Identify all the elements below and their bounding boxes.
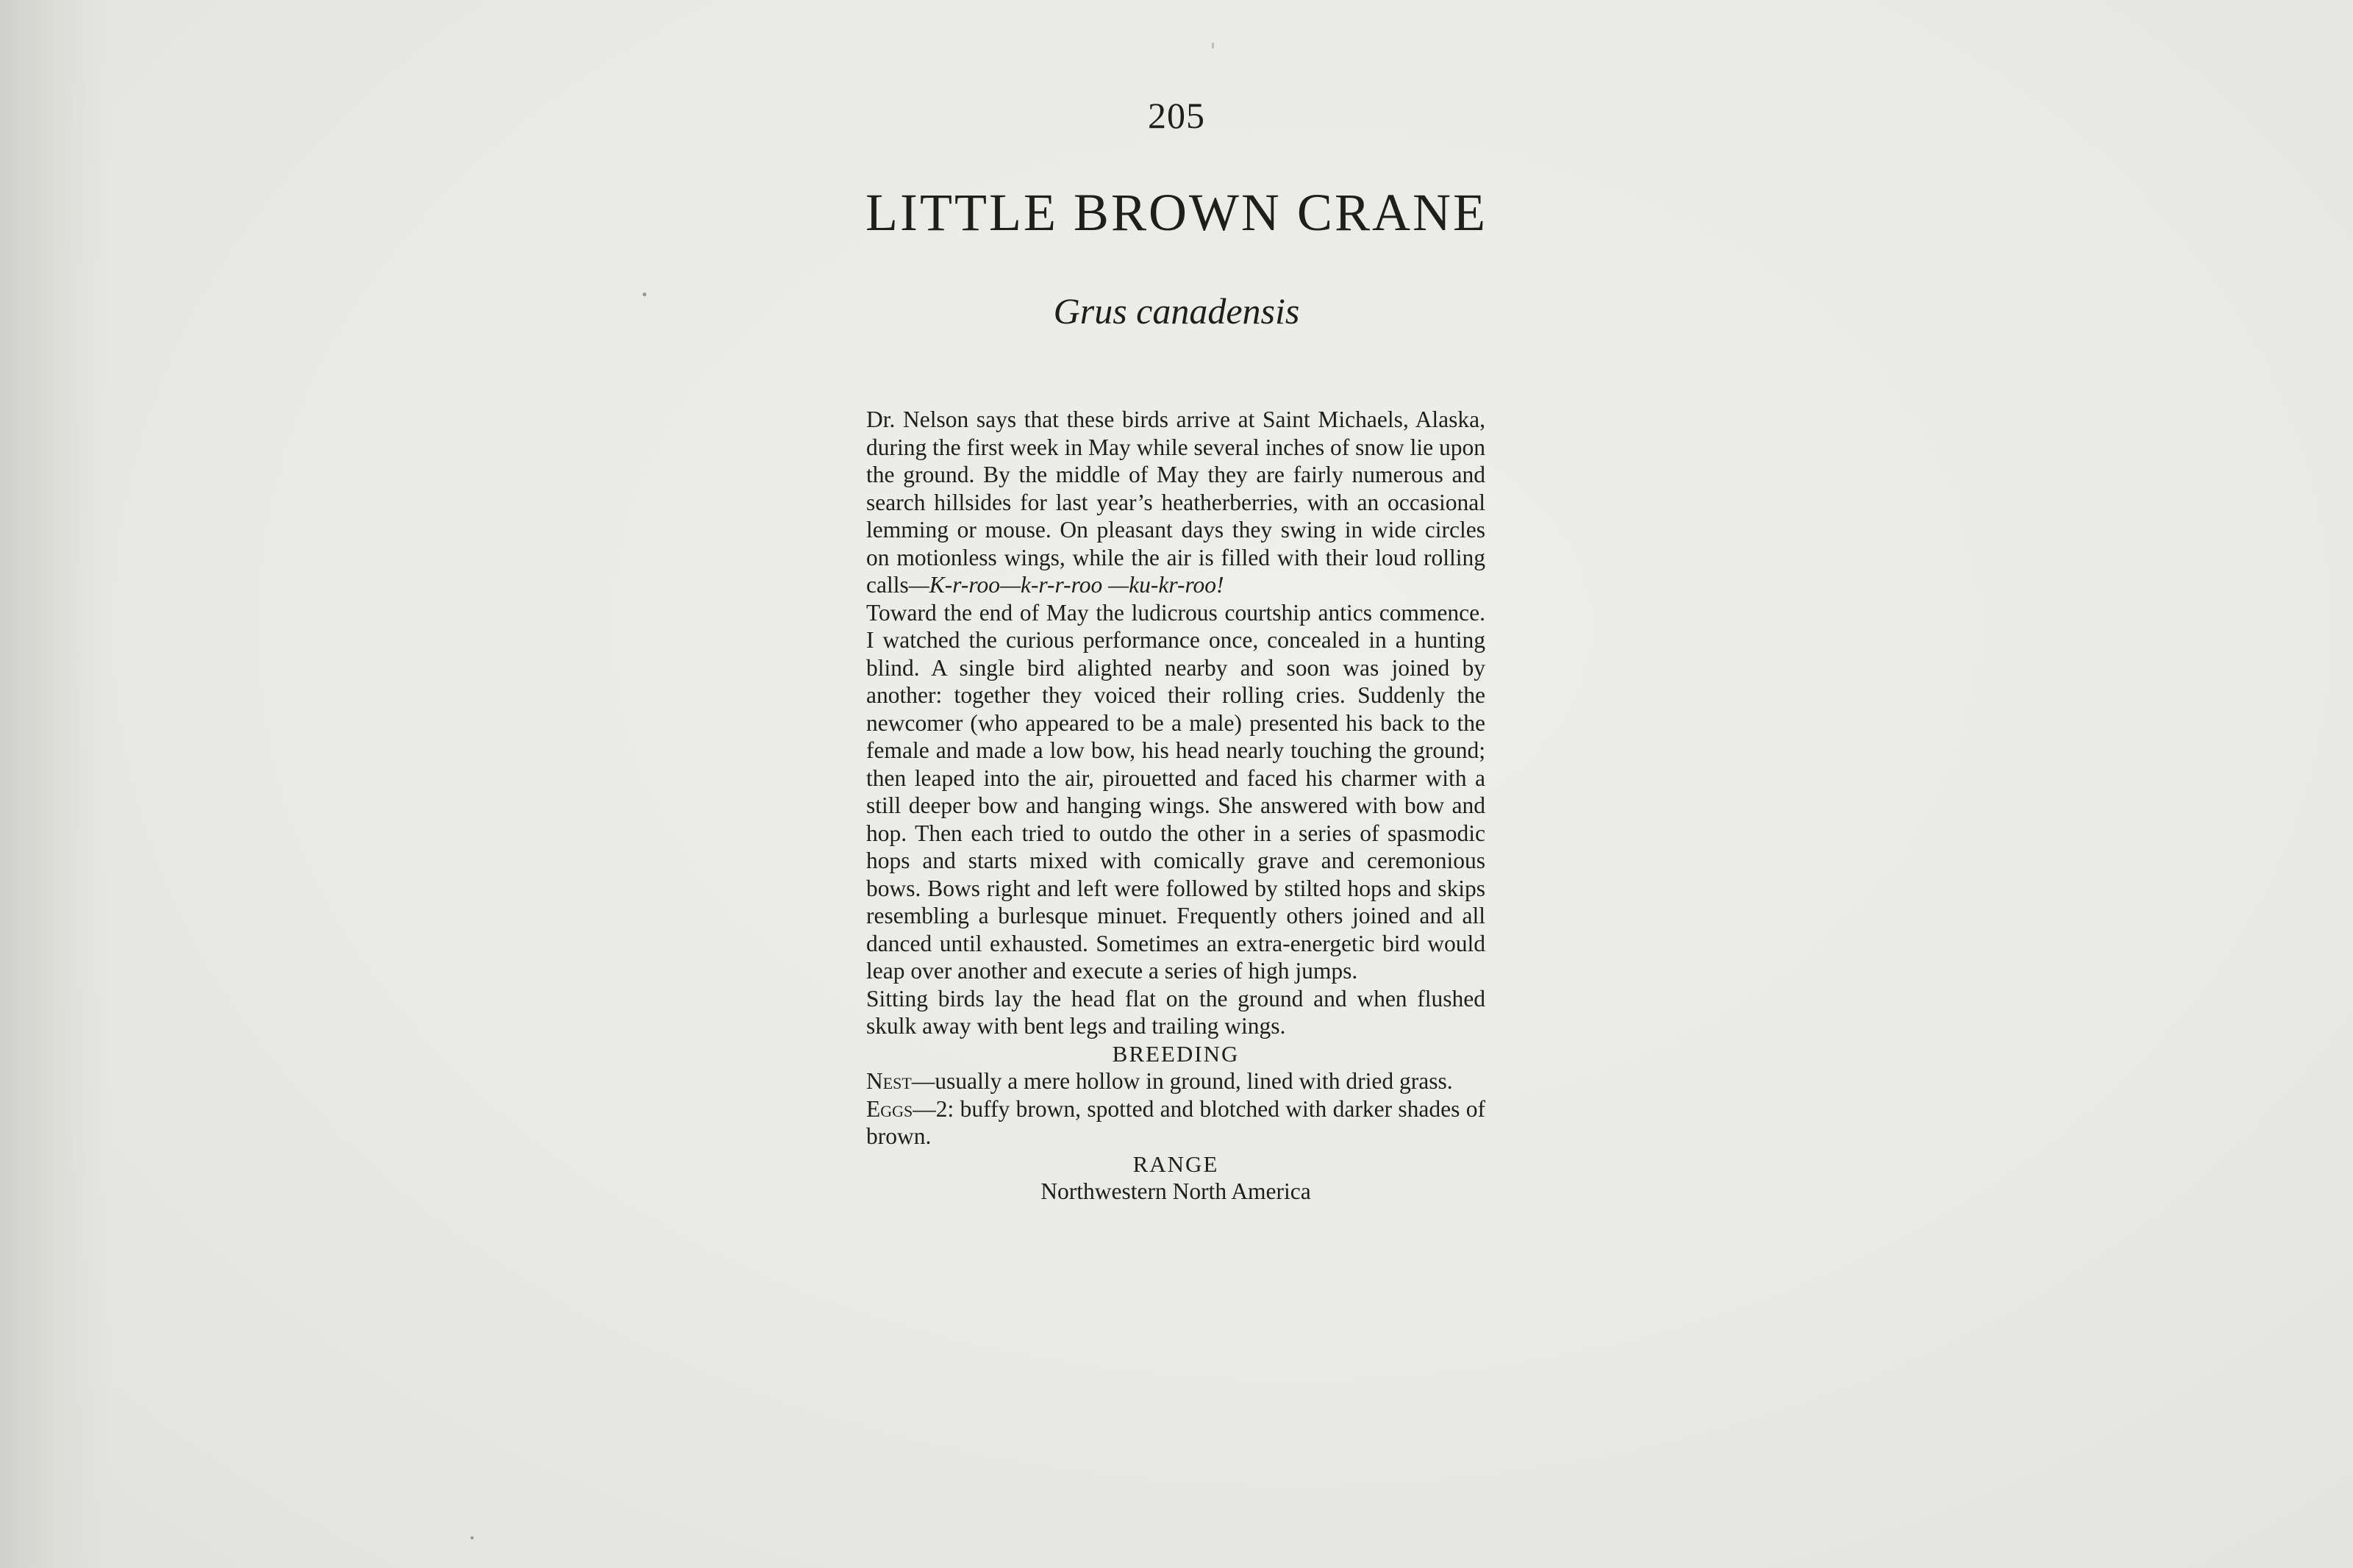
range-value: Northwestern North America xyxy=(1040,1178,1311,1204)
page-number: 205 xyxy=(1148,95,1205,136)
paragraph-behavior: Sitting birds lay the head flat on the ground and when flushed skulk away with bent legs and trailing wings. xyxy=(866,985,1485,1039)
paper-speck xyxy=(643,293,646,296)
nest-text: —usually a mere hollow in ground, lined with dried grass. xyxy=(911,1068,1453,1094)
nest-label: Nest xyxy=(866,1068,912,1094)
crane-call-text: —K-r-roo—k-r-r-roo —ku-kr-roo! xyxy=(908,572,1224,598)
eggs-entry xyxy=(866,1095,1485,1150)
paragraph-arrival-text: Dr. Nelson says that these birds arrive at Saint Michaels, Alaska, during the first week in May while several inches of snow lie upon the ground. By the middle of May they are fairly numerous and search hillsides for last year’s heatherberries, with an occasional lemming or mouse. On pleasant days they swing in wide circles on motionless wings, while the air is filled with their loud rolling calls xyxy=(866,407,1485,598)
range-heading: RANGE xyxy=(1132,1150,1219,1177)
paragraph-courtship: Toward the end of May the ludicrous courtship antics commence. I watched the curious performance once, concealed in a hunting blind. A single bird alighted nearby and soon was joined by another: together they voiced their rolling cries. Suddenly the newcomer (who appeared to be a male) presented his back to the female and made a low bow, his head nearly touching the ground; then leaped into the air, pirouetted and faced his charmer with a still deeper bow and hanging wings. She answered with bow and hop. Then each tried to outdo the other in a series of spasmodic hops and starts mixed with comically grave and ceremonious bows. Bows right and left were followed by stilted hops and skips resembling a burlesque minuet. Frequently others joined and all danced until exhausted. Sometimes an extra-energetic bird would leap over another and execute a series of high jumps. xyxy=(866,599,1485,984)
page-title: LITTLE BROWN CRANE xyxy=(865,183,1488,242)
eggs-label: Eggs xyxy=(866,1095,913,1122)
article-body xyxy=(866,406,1485,1206)
breeding-heading: BREEDING xyxy=(1112,1040,1240,1067)
paper-speck xyxy=(471,1536,474,1539)
paper-speck xyxy=(1212,43,1214,49)
scientific-name: Grus canadensis xyxy=(1053,290,1300,332)
eggs-text: —2: buffy brown, spotted and blotched with darker shades of brown. xyxy=(866,1095,1485,1149)
paragraph-arrival xyxy=(866,406,1485,599)
binding-gutter-shadow xyxy=(0,0,110,1568)
nest-entry xyxy=(866,1067,1485,1095)
